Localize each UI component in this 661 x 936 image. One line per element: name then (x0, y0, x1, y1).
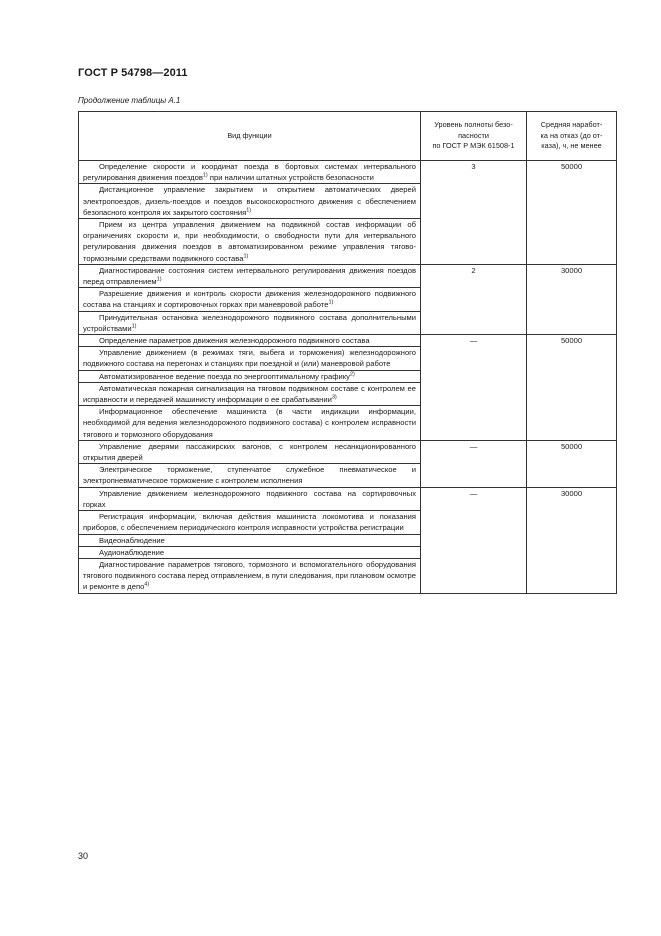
function-description: Управление дверями пассажирских вагонов, с контролем несанкционированного открытия дверей (83, 441, 416, 463)
function-description: Информационное обеспечение машиниста (в части индикации информации, необходимой для ведения железнодорожного подвижного состава) с контролем исправности тягового и тормозного оборудования (83, 407, 416, 439)
function-description: Диагностирование состояния систем интервального регулирования движения поездов перед отправлением (83, 265, 416, 287)
table-row (79, 487, 617, 510)
mtbf-value: 30000 (527, 264, 617, 334)
function-cell (79, 406, 421, 441)
function-text (83, 265, 416, 287)
function-text (83, 464, 416, 486)
function-cell (79, 288, 421, 311)
footnote-marker: 3) (331, 394, 337, 401)
function-cell (79, 347, 421, 370)
function-description: Видеонаблюдение (99, 535, 165, 545)
function-description: Управление движением железнодорожного подвижного состава на сортировочных горках (83, 488, 416, 509)
sil-value: — (421, 487, 527, 593)
footnote-marker: 2) (349, 371, 355, 378)
column-header-function: Вид функции (79, 112, 421, 161)
function-description: Дистанционное управление закрытием и открытием автоматических дверей электропоездов, дизель-поездов и поездов высокоскоростного движения с обеспечением безопасного контроля их закрытого состояния (83, 185, 416, 217)
sil-value: — (421, 335, 527, 441)
header-line: каза), ч, не менее (541, 141, 602, 151)
footnote-marker: 1) (202, 172, 208, 179)
footnote-marker: 1) (131, 323, 137, 330)
function-text (83, 559, 416, 593)
function-description: Электрическое торможение, ступенчатое служебное пневматическое и электропневматическое торможение с контролем исполнения (83, 465, 416, 486)
function-text (83, 184, 416, 218)
function-cell (79, 558, 421, 593)
function-text (83, 547, 416, 558)
function-text (83, 161, 416, 183)
function-cell (79, 511, 421, 534)
function-text (83, 383, 416, 405)
footnote-marker: 1) (243, 253, 249, 260)
header-line: ка на отказ (до от- (540, 130, 603, 140)
function-description: Автоматизированное ведение поезда по энергооптимальному графику (99, 371, 350, 381)
function-text (83, 441, 416, 463)
function-cell (79, 546, 421, 558)
function-description-tail: при наличии штатных устройств безопасности (207, 173, 374, 183)
function-description: Определение скорости и координат поезда в бортовых системах интервального регулирования движения поездов (83, 162, 416, 183)
function-cell (79, 487, 421, 510)
column-header-sil (421, 112, 527, 161)
mtbf-value: 50000 (527, 440, 617, 487)
function-cell (79, 464, 421, 487)
mtbf-value: 50000 (527, 335, 617, 441)
function-text (83, 535, 416, 546)
table-row (79, 264, 617, 287)
function-text (83, 288, 416, 310)
function-text (83, 488, 416, 510)
footnote-marker: 1) (328, 299, 334, 306)
table-row (79, 335, 617, 347)
header-line: пасности (458, 130, 489, 140)
function-cell (79, 184, 421, 219)
table-row (79, 161, 617, 184)
function-text (83, 219, 416, 264)
function-cell (79, 440, 421, 463)
sil-value: — (421, 440, 527, 487)
requirements-table (78, 111, 617, 594)
sil-value: 2 (421, 264, 527, 334)
function-description: Разрешение движения и контроль скорости движения железнодорожного подвижного состава на станциях и сортировочных горках при маневровой работе (83, 289, 416, 310)
function-text (83, 312, 416, 334)
header-line: по ГОСТ Р МЭК 61508-1 (432, 141, 515, 151)
footnote-marker: 1) (246, 207, 252, 214)
function-text (83, 335, 416, 346)
function-description: Аудионаблюдение (99, 547, 165, 557)
function-cell (79, 335, 421, 347)
function-text (83, 347, 416, 369)
function-description: Диагностирование параметров тягового, тормозного и вспомогательного оборудования тягового подвижного состава перед отправлением, в пути следования, при плановом осмотре и ремонте в депо (83, 559, 416, 592)
mtbf-value: 30000 (527, 487, 617, 593)
function-cell (79, 382, 421, 405)
function-cell (79, 219, 421, 265)
function-description: Автоматическая пожарная сигнализация на тяговом подвижном составе с контролем ее исправности и передачей машинисту информации о ее срабатывании (83, 383, 416, 405)
table-header-row (79, 112, 617, 161)
function-description: Определение параметров движения железнодорожного подвижного состава (99, 336, 370, 346)
function-text (83, 406, 416, 440)
function-cell (79, 534, 421, 546)
function-description: Принудительная остановка железнодорожного подвижного состава дополнительными устройствами (83, 312, 416, 333)
document-code: ГОСТ Р 54798—2011 (78, 67, 188, 79)
function-description: Управление движением (в режимах тяги, выбега и торможения) железнодорожного подвижного состава на перегонах и станциях при поездной и (или) маневровой работе (83, 348, 416, 369)
footnote-marker: 4) (144, 581, 150, 588)
function-description: Прием из центра управления движением на подвижной состав информации об ограничениях скорости и, при необходимости, о свободности пути для интервального регулирования движения поездов в автоматизированном режиме управления тягово-тормозными средствами подвижного состава (83, 220, 416, 263)
function-text (83, 511, 416, 533)
footnote-marker: 1) (156, 276, 162, 283)
header-line: Средняя наработ- (540, 120, 603, 130)
function-cell (79, 311, 421, 334)
function-cell (79, 264, 421, 287)
function-text (83, 371, 416, 382)
function-cell (79, 370, 421, 382)
column-header-mtbf (527, 112, 617, 161)
header-line: Уровень полноты безо- (434, 120, 513, 130)
table-caption: Продолжение таблицы А.1 (78, 96, 181, 105)
table-row (79, 440, 617, 463)
page-number: 30 (78, 851, 89, 861)
function-cell (79, 161, 421, 184)
mtbf-value: 50000 (527, 161, 617, 265)
function-description: Регистрация информации, включая действия машиниста локомотива и показания приборов, с обеспечением периодического контроля исправности устройства регистрации (83, 512, 416, 533)
sil-value: 3 (421, 161, 527, 265)
